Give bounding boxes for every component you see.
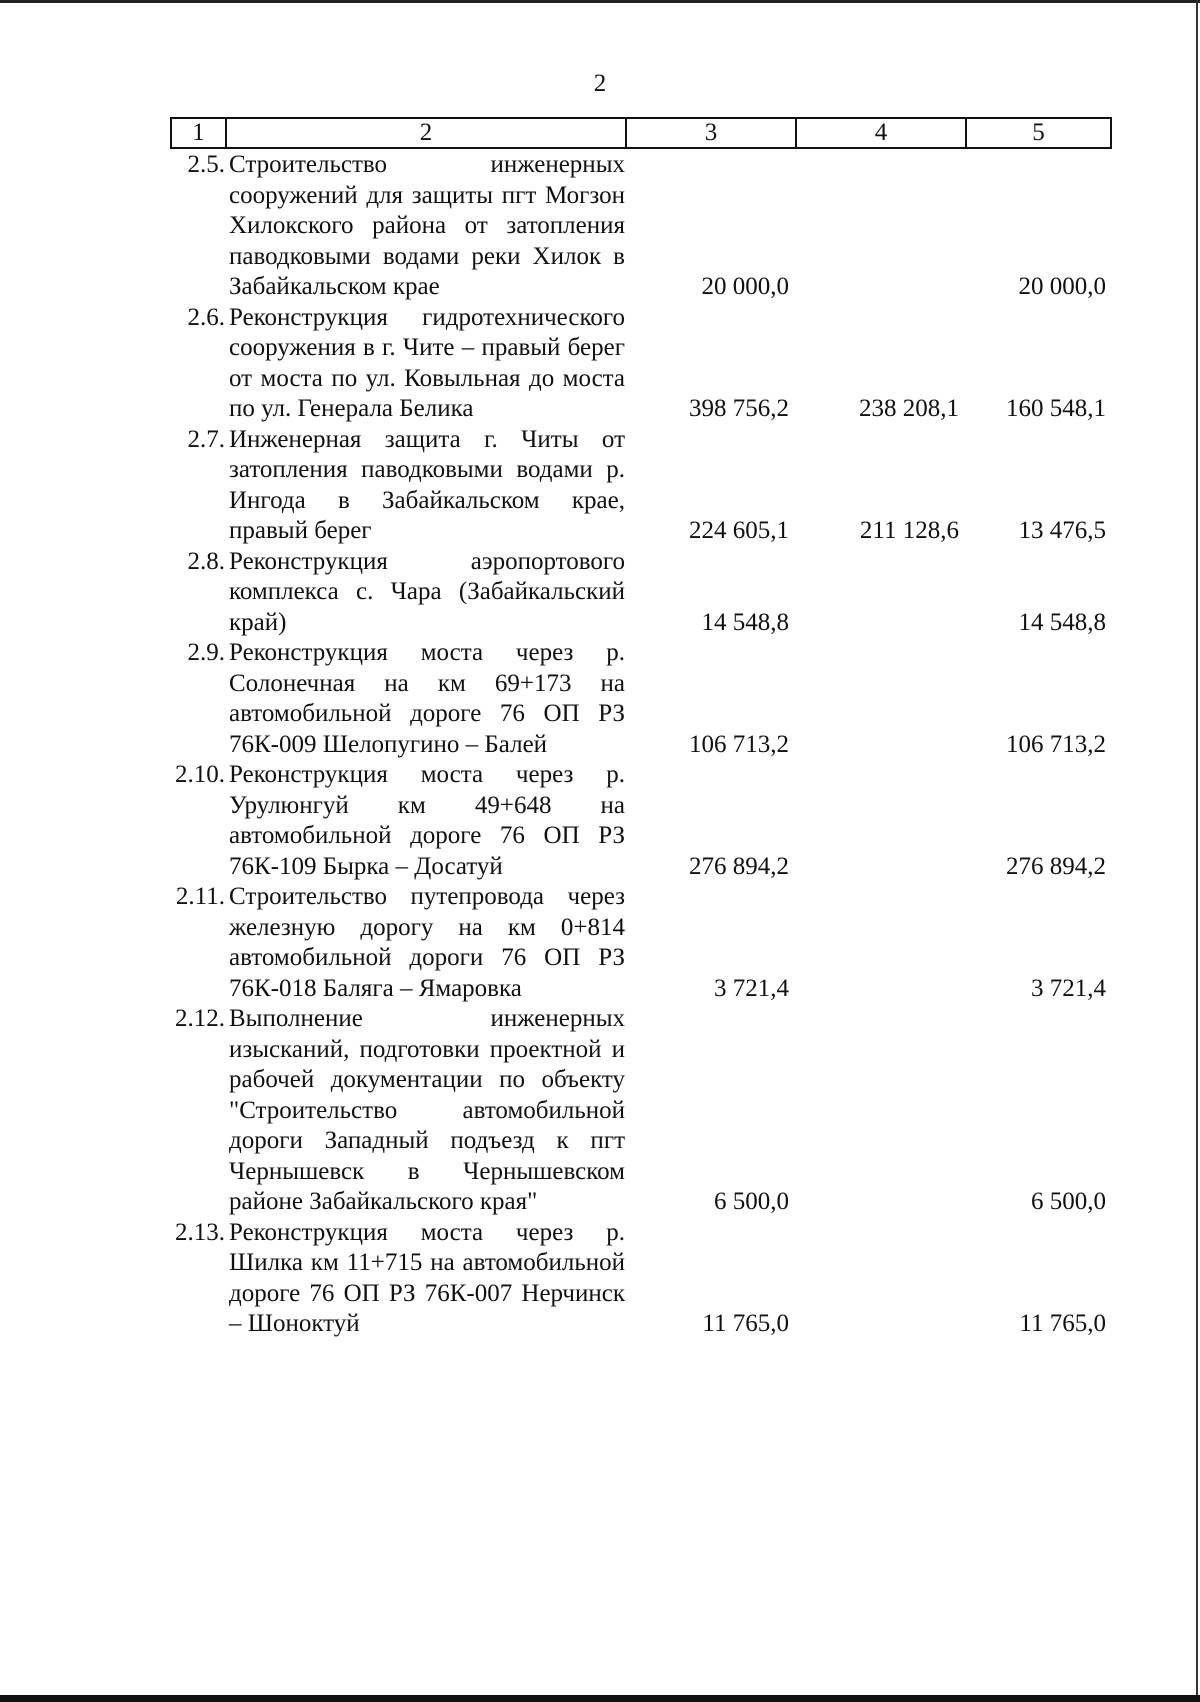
row-name: Реконструкция гидротехнического сооружения в г. Чите – правый берег от моста по ул. Ковыльная до моста по ул. Генерала Белика: [229, 303, 625, 422]
table-row: [170, 882, 1110, 1004]
scan-edge-right: [1196, 0, 1198, 1702]
row-col-4: 238 208,1: [859, 395, 959, 422]
header-col-1: 1: [171, 118, 226, 148]
table-row: [170, 303, 1110, 425]
scan-edge-bottom: [0, 1695, 1200, 1702]
row-col-3: 6 500,0: [714, 1188, 789, 1215]
table-row: [170, 547, 1110, 639]
row-col-5: 3 721,4: [1031, 974, 1106, 1002]
row-col-5: 14 548,8: [1018, 608, 1106, 636]
row-col-3: 106 713,2: [689, 730, 789, 758]
table-row: [170, 1218, 1110, 1340]
header-col-5: 5: [966, 118, 1111, 148]
table-header: [170, 117, 1112, 149]
row-number: 2.7.: [187, 425, 225, 453]
row-col-3: 224 605,1: [689, 517, 789, 544]
row-col-3: 398 756,2: [689, 395, 789, 422]
page-number: 2: [593, 70, 607, 97]
row-col-3: 11 765,0: [702, 1310, 789, 1337]
row-name: Строительство путепровода через железную дорогу на км 0+814 автомобильной дороги 76 ОП РЗ 76К-018 Баляга – Ямаровка: [229, 883, 625, 1002]
row-number: 2.8.: [187, 547, 225, 575]
row-name: Реконструкция моста через р. Урулюнгуй км 49+648 на автомобильной дороге 76 ОП РЗ 76К-109 Бырка – Досатуй: [229, 761, 625, 880]
row-col-3: 3 721,4: [714, 974, 789, 1002]
row-name: Реконструкция моста через р. Солонечная на км 69+173 на автомобильной дороге 76 ОП РЗ 76К-009 Шелопугино – Балей: [229, 639, 625, 758]
row-number: 2.6.: [187, 303, 225, 331]
row-col-5: 11 765,0: [1019, 1310, 1106, 1337]
table-row: [170, 150, 1110, 303]
row-col-5: 6 500,0: [1031, 1188, 1106, 1215]
row-name: Выполнение инженерных изысканий, подготовки проектной и рабочей документации по объекту "Строительство автомобильной дороги Западный подъезд к пгт Чернышевск в Чернышевском районе Забайкальского края": [229, 1005, 625, 1215]
scan-edge-top: [0, 0, 1200, 3]
table-row: [170, 1004, 1110, 1218]
row-number: 2.12.: [175, 1005, 225, 1032]
table-body: [170, 150, 1110, 1340]
row-number: 2.9.: [187, 639, 225, 666]
table-row: [170, 760, 1110, 882]
header-col-3: 3: [626, 118, 796, 148]
row-number: 2.5.: [187, 151, 225, 178]
row-name: Реконструкция аэропортового комплекса с. Чара (Забайкальский край): [229, 547, 625, 636]
row-name: Инженерная защита г. Читы от затопления паводковыми водами р. Ингода в Забайкальском крае, правый берег: [229, 425, 625, 544]
row-col-3: 20 000,0: [701, 273, 789, 300]
row-number: 2.13.: [175, 1218, 225, 1246]
row-col-3: 14 548,8: [701, 608, 789, 636]
row-col-5: 276 894,2: [1006, 852, 1106, 880]
row-name: Реконструкция моста через р. Шилка км 11+715 на автомобильной дороге 76 ОП РЗ 76К-007 Нерчинск – Шоноктуй: [229, 1218, 625, 1337]
header-col-4: 4: [796, 118, 966, 148]
row-col-5: 160 548,1: [1006, 395, 1106, 422]
row-col-5: 106 713,2: [1006, 730, 1106, 758]
row-col-5: 13 476,5: [1018, 517, 1106, 544]
table-row: [170, 425, 1110, 547]
row-name: Строительство инженерных сооружений для защиты пгт Могзон Хилокского района от затопления паводковыми водами реки Хилок в Забайкальском крае: [229, 151, 625, 300]
table-row: [170, 638, 1110, 760]
row-col-3: 276 894,2: [689, 852, 789, 880]
row-number: 2.11.: [175, 883, 225, 910]
row-number: 2.10.: [175, 761, 225, 788]
row-col-4: 211 128,6: [859, 517, 959, 544]
header-col-2: 2: [226, 118, 626, 148]
row-col-5: 20 000,0: [1018, 273, 1106, 300]
header-row: [171, 118, 1111, 148]
